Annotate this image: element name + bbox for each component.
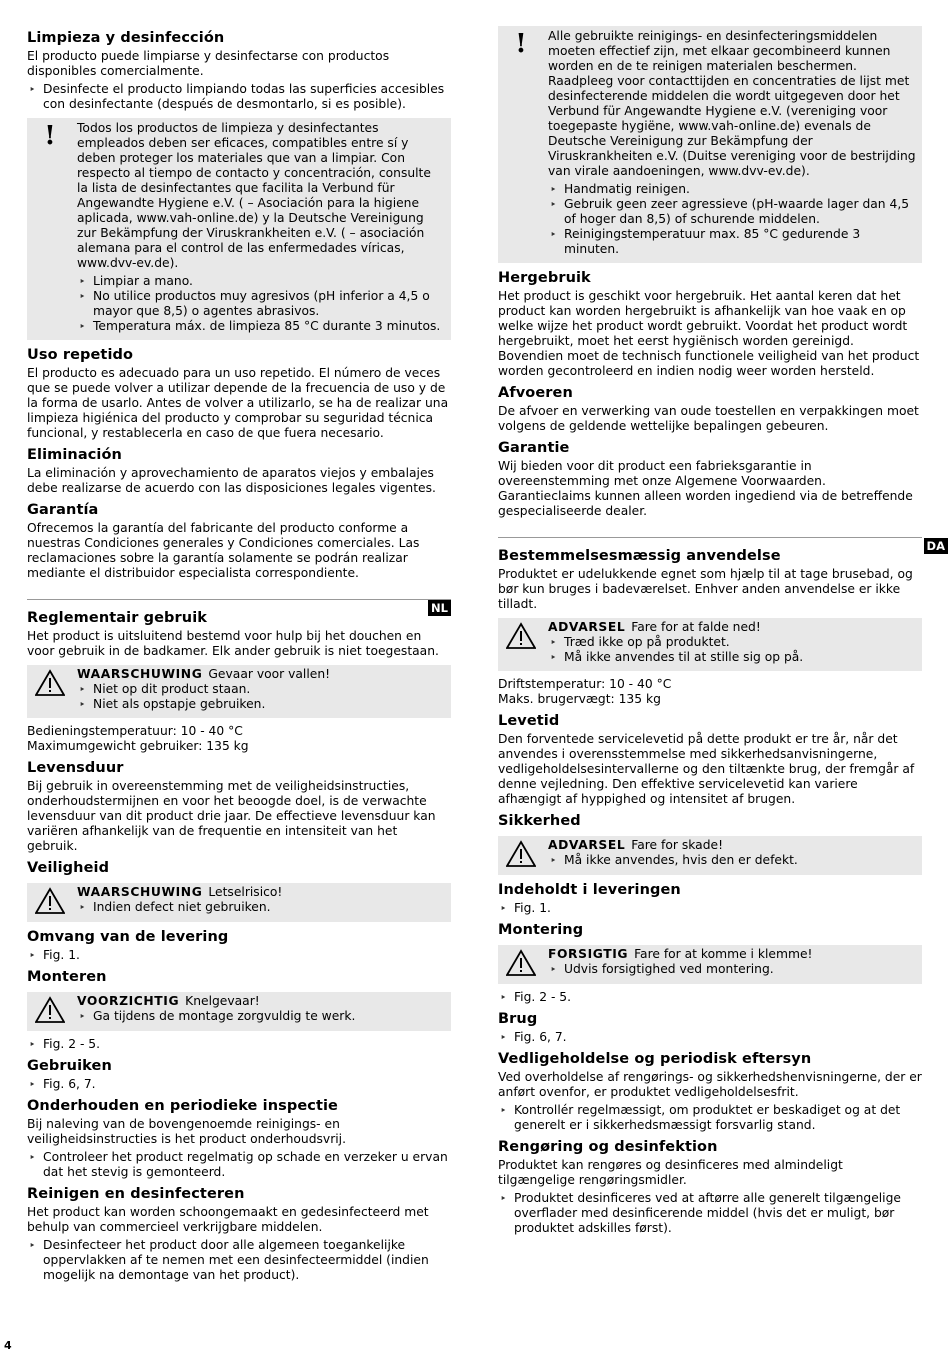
da-clean-heading: Rengøring og desinfektion bbox=[498, 1139, 718, 1155]
nl-mount-list bbox=[27, 1037, 451, 1052]
nl-life-heading: Levensduur bbox=[27, 760, 124, 776]
warning-text: Fare for skade! bbox=[631, 838, 724, 852]
nl-scope-heading: Omvang van de levering bbox=[27, 929, 229, 945]
nl-clean-heading: Reinigen en desinfecteren bbox=[27, 1186, 245, 1202]
nl-scope-list bbox=[27, 948, 451, 963]
nl-use-heading: Gebruiken bbox=[27, 1058, 112, 1074]
nl-disposal-heading: Afvoeren bbox=[498, 385, 573, 401]
right-column bbox=[498, 26, 945, 1239]
list-item: ‣ Reinigingstemperatuur max. 85 °C gedurende 3 minuten. bbox=[548, 227, 916, 257]
da-max-weight: Maks. brugervægt: 135 kg bbox=[498, 692, 661, 706]
da-caution-box bbox=[498, 945, 922, 984]
exclamation-icon: ! bbox=[44, 121, 56, 151]
warning-triangle-icon bbox=[35, 996, 65, 1026]
list-item: ‣ Ga tijdens de montage zorgvuldig te werk. bbox=[77, 1009, 445, 1024]
nl-reuse-heading: Hergebruik bbox=[498, 270, 591, 286]
da-maint-list bbox=[498, 1103, 922, 1133]
da-scope-heading: Indeholdt i leveringen bbox=[498, 882, 681, 898]
nl-clean-text: Het product kan worden schoongemaakt en gedesinfecteerd met behulp van commercieel verkrijgbare middelen. bbox=[27, 1205, 429, 1234]
es-notice-box bbox=[27, 118, 451, 340]
list-item: ‣ Træd ikke op på produktet. bbox=[548, 635, 916, 650]
list-item: ‣ Desinfecte el producto limpiando todas las superficies accesibles con desinfectante (después de desmontarlo, si es posible). bbox=[27, 82, 451, 112]
warning-list bbox=[548, 635, 916, 665]
da-life-heading: Levetid bbox=[498, 713, 560, 729]
list-item: ‣ Gebruik geen zeer agressieve (pH-waarde lager dan 4,5 of hoger dan 8,5) of schurende middelen. bbox=[548, 197, 916, 227]
nl-warranty-text: Wij bieden voor dit product een fabrieksgarantie in overeenstemming met onze Algemene Voorwaarden. Garantieclaims kunnen alleen worden ingediend via de betreffende gespecialiseerde dealer. bbox=[498, 459, 913, 518]
da-maint-heading: Vedligeholdelse og periodisk eftersyn bbox=[498, 1051, 812, 1067]
list-item: ‣ Niet als opstapje gebruiken. bbox=[77, 697, 445, 712]
signal-word: FORSIGTIG bbox=[548, 947, 629, 961]
warning-triangle-icon bbox=[506, 840, 536, 870]
nl-maint-heading: Onderhouden en periodieke inspectie bbox=[27, 1098, 338, 1114]
warning-text: Gevaar voor vallen! bbox=[208, 667, 331, 681]
list-item: ‣ Fig. 1. bbox=[27, 948, 451, 963]
language-badge-da: DA bbox=[924, 538, 948, 554]
warning-triangle-icon bbox=[35, 887, 65, 917]
signal-word: ADVARSEL bbox=[548, 838, 626, 852]
notice-list bbox=[548, 182, 916, 257]
list-item: ‣ Indien defect niet gebruiken. bbox=[77, 900, 445, 915]
list-item: ‣ Produktet desinficeres ved at aftørre alle generelt tilgængelige overflader med desinficerende middel (hvis det er muligt, bør produktet adskilles først). bbox=[498, 1191, 922, 1236]
list-item: ‣ Udvis forsigtighed ved montering. bbox=[548, 962, 916, 977]
nl-warning-box-1 bbox=[27, 665, 451, 718]
da-mount-list bbox=[498, 990, 922, 1005]
es-disposal-heading: Eliminación bbox=[27, 447, 122, 463]
warning-text: Letselrisico! bbox=[208, 885, 283, 899]
language-badge-nl: NL bbox=[428, 600, 451, 616]
nl-reuse-text: Het product is geschikt voor hergebruik. Het aantal keren dat het product kan worden hergebruikt is afhankelijk van hoe vaak en op welke wijze het product wordt gebruikt. Voordat het product wordt hergebruikt, moet het eerst hygiënisch worden gereinigd. Bovendien moet de technisch functionele veiligheid van het product worden gecontroleerd en indien nodig weer worden hersteld. bbox=[498, 289, 920, 378]
nl-intended-heading: Reglementair gebruik bbox=[27, 610, 208, 626]
da-use-list bbox=[498, 1030, 922, 1045]
da-intended-text: Produktet er udelukkende egnet som hjælp til at tage brusebad, og bør kun bruges i badeværelset. Enhver anden anvendelse er ikke tilladt. bbox=[498, 567, 913, 611]
es-clean-list bbox=[27, 82, 451, 112]
notice-text: Todos los productos de limpieza y desinfectantes empleados deben ser eficaces, compatibles entre sí y deben proteger los materiales que van a limpiar. Con respecto al tiempo de contacto y concentración, consulte la lista de desinfectantes que facilita la Verbund für Angewandte Hygiene e.V. ( – Asociación para la higiene aplicada, www.vah-online.de) y la Deutsche Vereinigung zur Bekämpfung der Viruskrankheiten e.V. ( – asociación alemana para el control de las enfermedades víricas, www.dvv-ev.de). bbox=[77, 121, 431, 270]
signal-word: ADVARSEL bbox=[548, 620, 626, 634]
list-item: ‣ Desinfecteer het product door alle algemeen toegankelijke oppervlakken af te nemen met een desinfecteermiddel (indien mogelijk na demontage van het product). bbox=[27, 1238, 451, 1283]
warning-text: Knelgevaar! bbox=[185, 994, 260, 1008]
warning-text: Fare for at falde ned! bbox=[631, 620, 761, 634]
list-item: ‣ Limpiar a mano. bbox=[77, 274, 445, 289]
notice-text: Alle gebruikte reinigings- en desinfecteringsmiddelen moeten effectief zijn, met elkaar gecombineerd kunnen worden en de te reinigen materialen beschermen. Raadpleeg voor contacttijden en concentraties de lijst met desinfecterende middelen die wordt uitgegeven door het Verbund für Angewandte Hygiene e.V. (vereniging voor toegepaste hygiëne, www.vah-online.de) evenals de Deutsche Vereinigung zur Bekämpfung der Viruskrankheiten e.V. (Duitse vereniging voor de bestrijding van virale aandoeningen, www.dvv-ev.de). bbox=[548, 29, 916, 178]
list-item: ‣ Kontrollér regelmæssigt, om produktet er beskadiget og at det generelt er i sikkerhedsmæssigt forsvarlig stand. bbox=[498, 1103, 922, 1133]
warning-list bbox=[77, 682, 445, 712]
nl-maint-text: Bij naleving van de bovengenoemde reinigings- en veiligheidsinstructies is het product onderhoudsvrij. bbox=[27, 1117, 347, 1146]
da-clean-list bbox=[498, 1191, 922, 1236]
da-use-heading: Brug bbox=[498, 1011, 538, 1027]
warning-list bbox=[548, 853, 916, 868]
warning-list bbox=[77, 1009, 445, 1024]
list-item: ‣ Fig. 2 - 5. bbox=[27, 1037, 451, 1052]
nl-mount-heading: Monteren bbox=[27, 969, 107, 985]
nl-section bbox=[27, 599, 451, 1283]
da-warning-box-2 bbox=[498, 836, 922, 875]
signal-word: WAARSCHUWING bbox=[77, 667, 203, 681]
list-item: ‣ Fig. 1. bbox=[498, 901, 922, 916]
warning-triangle-icon bbox=[506, 622, 536, 652]
nl-clean-list bbox=[27, 1238, 451, 1283]
warning-triangle-icon bbox=[506, 949, 536, 979]
signal-word: VOORZICHTIG bbox=[77, 994, 180, 1008]
list-item: ‣ Fig. 2 - 5. bbox=[498, 990, 922, 1005]
es-warranty-text: Ofrecemos la garantía del fabricante del producto conforme a nuestras Condiciones generales y Condiciones comerciales. Las reclamaciones sobre la garantía solamente se podrán realizar mediante el distribuidor especialista correspondiente. bbox=[27, 521, 420, 580]
da-life-text: Den forventede servicelevetid på dette produkt er tre år, når det anvendes i overensstemmelse med sikkerhedsanvisningerne, vedligeholdelsesintervallerne og den tiltænkte brug, der fremgår af denne vejledning. Den effektive servicelevetid kan variere afhængigt af hyppighed og intensitet af brugen. bbox=[498, 732, 915, 806]
list-item: ‣ Handmatig reinigen. bbox=[548, 182, 916, 197]
da-clean-text: Produktet kan rengøres og desinficeres med almindeligt tilgængelige rengøringsmidler. bbox=[498, 1158, 843, 1187]
nl-life-text: Bij gebruik in overeenstemming met de veiligheidsinstructies, onderhoudstermijnen en voor het beoogde doel, is de verwachte levensduur van dit product drie jaar. De effectieve levensduur kan variëren afhankelijk van de frequentie en intensiteit van het gebruik. bbox=[27, 779, 436, 853]
nl-caution-box bbox=[27, 992, 451, 1031]
es-reuse-text: El producto es adecuado para un uso repetido. El número de veces que se puede volver a utilizar depende de la frecuencia de uso y de la forma de usarlo. Antes de volver a utilizarlo, se ha de realizar una limpieza higiénica del producto y comprobar su seguridad técnica funcional, y restablecerla en caso de que fuera necesario. bbox=[27, 366, 449, 440]
nl-intended-text: Het product is uitsluitend bestemd voor hulp bij het douchen en voor gebruik in de badkamer. Elk ander gebruik is niet toegestaan. bbox=[27, 629, 439, 658]
list-item: ‣ No utilice productos muy agresivos (pH inferior a 4,5 o mayor que 8,5) o agentes abrasivos. bbox=[77, 289, 445, 319]
page-number: 4 bbox=[4, 1339, 12, 1352]
notice-list bbox=[77, 274, 445, 334]
da-section bbox=[498, 537, 945, 1236]
left-column bbox=[27, 24, 451, 1286]
warning-list bbox=[548, 962, 916, 977]
warning-text: Fare for at komme i klemme! bbox=[634, 947, 813, 961]
signal-word: WAARSCHUWING bbox=[77, 885, 203, 899]
es-clean-text: El producto puede limpiarse y desinfectarse con productos disponibles comercialmente. bbox=[27, 49, 390, 78]
nl-safety-heading: Veiligheid bbox=[27, 860, 110, 876]
da-intended-heading: Bestemmelsesmæssig anvendelse bbox=[498, 548, 781, 564]
es-reuse-heading: Uso repetido bbox=[27, 347, 134, 363]
list-item: ‣ Fig. 6, 7. bbox=[27, 1077, 451, 1092]
nl-warranty-heading: Garantie bbox=[498, 440, 570, 456]
list-item: ‣ Temperatura máx. de limpieza 85 °C durante 3 minutos. bbox=[77, 319, 445, 334]
da-warning-box-1 bbox=[498, 618, 922, 671]
da-safety-heading: Sikkerhed bbox=[498, 813, 581, 829]
es-clean-heading: Limpieza y desinfección bbox=[27, 30, 225, 46]
es-disposal-text: La eliminación y aprovechamiento de aparatos viejos y embalajes debe realizarse de acuerdo con las disposiciones legales vigentes. bbox=[27, 466, 436, 495]
nl-maint-list bbox=[27, 1150, 451, 1180]
list-item: ‣ Må ikke anvendes, hvis den er defekt. bbox=[548, 853, 916, 868]
da-operating-temp: Driftstemperatur: 10 - 40 °C bbox=[498, 677, 672, 691]
da-maint-text: Ved overholdelse af rengørings- og sikkerhedshenvisningerne, der er anført ovenfor, er produktet vedligeholdelsesfrit. bbox=[498, 1070, 922, 1099]
list-item: ‣ Niet op dit product staan. bbox=[77, 682, 445, 697]
list-item: ‣ Fig. 6, 7. bbox=[498, 1030, 922, 1045]
nl-operating-temp: Bedieningstemperatuur: 10 - 40 °C bbox=[27, 724, 243, 738]
nl-disposal-text: De afvoer en verwerking van oude toestellen en verpakkingen moet volgens de geldende wettelijke bepalingen gebeuren. bbox=[498, 404, 919, 433]
warning-list bbox=[77, 900, 445, 915]
list-item: ‣ Må ikke anvendes til at stille sig op på. bbox=[548, 650, 916, 665]
nl-notice-box bbox=[498, 26, 922, 263]
da-mount-heading: Montering bbox=[498, 922, 584, 938]
warning-triangle-icon bbox=[35, 669, 65, 699]
list-item: ‣ Controleer het product regelmatig op schade en verzeker u ervan dat het stevig is gemonteerd. bbox=[27, 1150, 451, 1180]
exclamation-icon: ! bbox=[515, 29, 527, 59]
nl-warning-box-2 bbox=[27, 883, 451, 922]
nl-use-list bbox=[27, 1077, 451, 1092]
da-scope-list bbox=[498, 901, 922, 916]
es-warranty-heading: Garantía bbox=[27, 502, 99, 518]
nl-max-weight: Maximumgewicht gebruiker: 135 kg bbox=[27, 739, 249, 753]
